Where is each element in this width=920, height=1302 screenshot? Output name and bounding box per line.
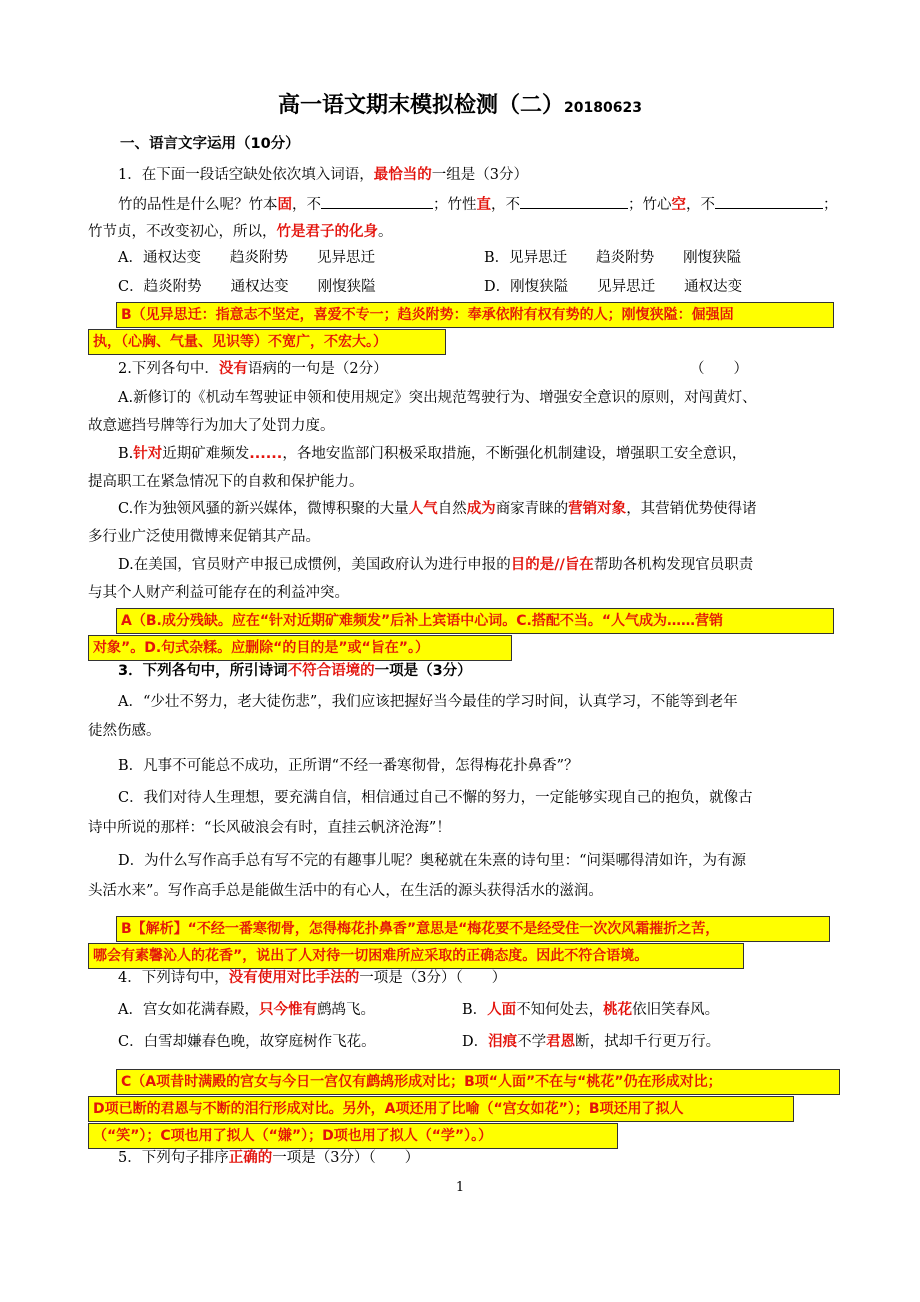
title-date: 20180623 [564,100,642,116]
q1-option-a: A．通权达变 趋炎附势 见异思迁 [118,250,375,266]
q2-answer-line2: 对象”。D.句式杂糅。应删除“的目的是”或“旨在”。） [88,635,512,661]
section-heading: 一、语言文字运用（10分） [120,136,300,152]
q1-passage-line1: 竹的品性是什么呢？竹本固，不 ；竹性直，不 ；竹心空，不 ； [118,194,838,215]
q3-option-c-line1: C．我们对待人生理想，要充满自信，相信通过自己不懈的努力，一定能够实现自己的抱负，就像古 [118,790,753,806]
q2-option-b-line2: 提高职工在紧急情况下的自救和保护能力。 [88,474,364,490]
q4-answer-line3: （“笑”）；C项也用了拟人（“嫌”）；D项也用了拟人（“学”）。） [88,1123,618,1149]
q3-option-d-line1: D．为什么写作高手总有写不完的有趣事儿呢？奥秘就在朱熹的诗句里：“问渠哪得清如许，为有源 [118,853,747,869]
q1-option-d: D．刚愎狭隘 见异思迁 通权达变 [484,279,743,295]
q2-answer-paren: （ ） [690,361,748,377]
q4-option-c: C．白雪却嫌春色晚，故穿庭树作飞花。 [118,1034,376,1050]
q2-option-c-line1: C.作为独领风骚的新兴媒体，微博积聚的大量人气自然成为商家青睐的营销对象，其营销优势使得诸 [118,501,757,517]
q3-stem: 3．下列各句中，所引诗词不符合语境的一项是（3分） [118,663,472,679]
q2-option-c-line2: 多行业广泛使用微博来促销其产品。 [88,529,320,545]
q3-option-d-line2: 头活水来”。写作高手总是能做生活中的有心人，在生活的源头获得活水的滋润。 [88,883,603,899]
q3-answer-line2: 哪会有素馨沁人的花香”，说出了人对待一切困难所应采取的正确态度。因此不符合语境。 [88,943,744,969]
blank-3[interactable] [715,194,823,209]
blank-2[interactable] [520,194,628,209]
q1-answer-line1: B（见异思迁：指意志不坚定，喜爱不专一；趋炎附势：奉承依附有权有势的人；刚愎狭隘：倔强固 [116,302,834,328]
q2-answer-line1: A（B.成分残缺。应在“针对近期矿难频发”后补上宾语中心词。C.搭配不当。“人气成为……营销 [116,608,834,634]
q1-option-c: C．趋炎附势 通权达变 刚愎狭隘 [118,279,376,295]
q4-answer-line1: C（A项昔时满殿的宫女与今日一宫仅有鹧鸪形成对比；B项“人面”不在与“桃花”仍在形成对比； [116,1069,840,1095]
q4-stem: 4．下列诗句中，没有使用对比手法的一项是（3分）（ ） [118,970,507,986]
q2-stem: 2.下列各句中．没有语病的一句是（2分） [118,361,388,377]
q4-answer-line2: D项已断的君恩与不断的泪行形成对比。另外，A项还用了比喻（“宫女如花”）；B项还用了拟人 [88,1096,794,1122]
page-number: 1 [455,1180,465,1195]
q4-option-a: A．宫女如花满春殿，只今惟有鹧鸪飞。 [118,1002,375,1018]
blank-1[interactable] [321,194,433,209]
q1-answer-line2: 执，（心胸、气量、见识等）不宽广，不宏大。） [88,329,446,355]
q1-option-b: B．见异思迁 趋炎附势 刚愎狭隘 [484,250,742,266]
q3-option-c-line2: 诗中所说的那样：“长风破浪会有时，直挂云帆济沧海”！ [88,820,451,836]
q2-option-a-line2: 故意遮挡号牌等行为加大了处罚力度。 [88,418,335,434]
q2-option-a-line1: A.新修订的《机动车驾驶证申领和使用规定》突出规范驾驶行为、增强安全意识的原则，对闯黄灯、 [118,390,757,406]
q1-stem: 1．在下面一段话空缺处依次填入词语，最恰当的一组是（3分） [118,167,528,183]
title-text: 高一语文期末模拟检测（二） [278,93,565,118]
q3-option-b: B．凡事不可能总不成功，正所谓“不经一番寒彻骨，怎得梅花扑鼻香”？ [118,758,579,774]
q1-passage-line2: 竹节贞，不改变初心，所以，竹是君子的化身。 [88,224,393,240]
q3-option-a-line2: 徒然伤感。 [88,723,161,739]
q2-option-d-line1: D.在美国，官员财产申报已成惯例，美国政府认为进行申报的目的是//旨在帮助各机构发现官员职责 [118,557,754,573]
q5-stem: 5．下列句子排序正确的一项是（3分）（ ） [118,1150,420,1166]
page-title [0,88,920,119]
q4-option-d: D．泪痕不学君恩断，拭却千行更万行。 [462,1034,721,1050]
q2-option-b-line1: B.针对近期矿难频发......，各地安监部门积极采取措施，不断强化机制建设，增强职工安全意识， [118,446,747,462]
q2-option-d-line2: 与其个人财产利益可能存在的利益冲突。 [88,585,349,601]
q3-answer-line1: B【解析】“不经一番寒彻骨，怎得梅花扑鼻香”意思是“梅花要不是经受住一次次风霜摧折之苦， [116,916,830,942]
q4-option-b: B．人面不知何处去，桃花依旧笑春风。 [462,1002,720,1018]
q3-option-a-line1: A．“少壮不努力，老大徒伤悲”，我们应该把握好当今最佳的学习时间，认真学习，不能等到老年 [118,694,738,710]
